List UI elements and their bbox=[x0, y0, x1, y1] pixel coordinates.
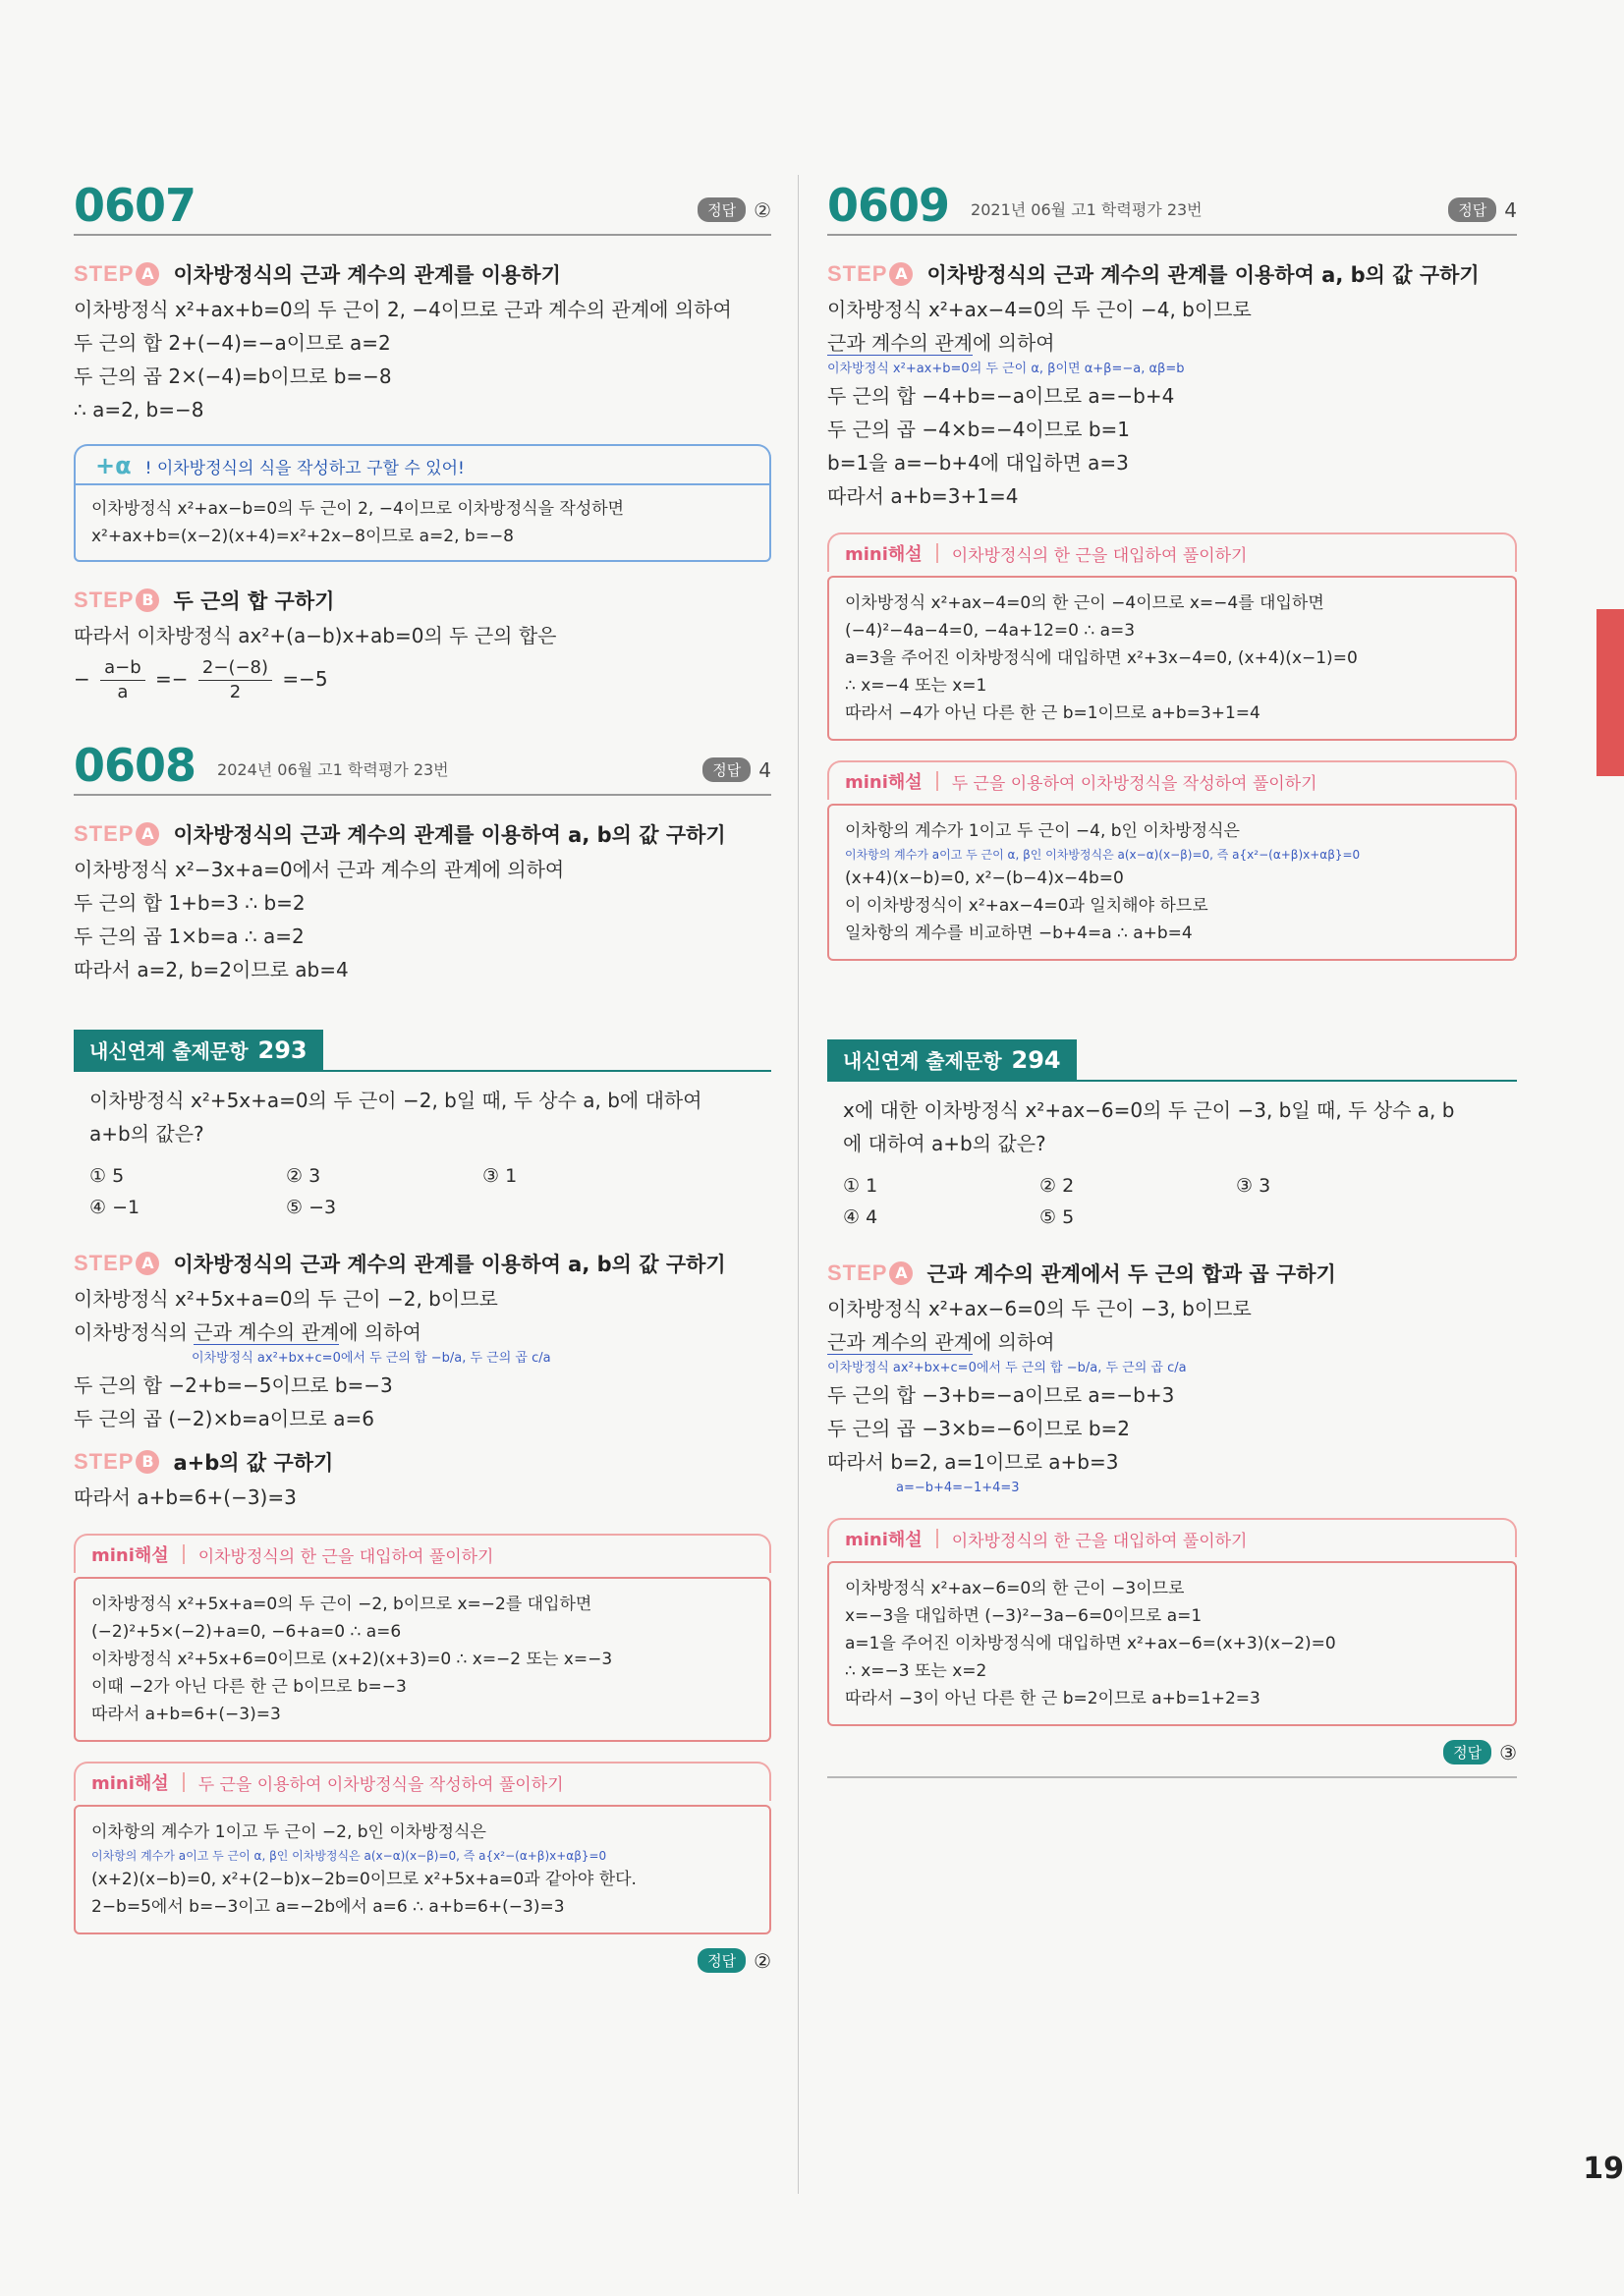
mini-solution-header bbox=[827, 760, 1517, 800]
answer-badge: 정답 bbox=[1448, 197, 1496, 222]
mini-line: a=3을 주어진 이차방정식에 대입하면 x²+3x−4=0, (x+4)(x−1)=0 bbox=[845, 648, 1358, 668]
mini-line: 따라서 −4가 아닌 다른 한 근 b=1이므로 a+b=3+1=4 bbox=[845, 703, 1260, 723]
question-line: a+b의 값은? bbox=[89, 1122, 204, 1146]
formula-note: 이차항의 계수가 a이고 두 근이 α, β인 이차방정식은 a(x−α)(x−β)=0, 즉 a{x²−(α+β)x+αβ}=0 bbox=[91, 1849, 607, 1863]
solution-line: b=1을 a=−b+4에 대입하면 a=3 bbox=[827, 451, 1129, 475]
mini-line: x=−3을 대입하면 (−3)²−3a−6=0이므로 a=1 bbox=[845, 1606, 1203, 1626]
step-mark: B bbox=[136, 588, 159, 612]
solution-line: 이차방정식 x²−3x+a=0에서 근과 계수의 관계에 의하여 bbox=[74, 858, 565, 881]
mini-solution-header bbox=[827, 1518, 1517, 1557]
answer-value: ③ bbox=[1499, 1740, 1517, 1764]
choice: ③ 3 bbox=[1236, 1175, 1271, 1197]
solution-line: 따라서 b=2, a=1이므로 a+b=3 bbox=[827, 1450, 1119, 1474]
formula-note: a=−b+4=−1+4=3 bbox=[896, 1481, 1020, 1495]
step-label: STEP bbox=[74, 1449, 135, 1474]
problem-number: 0607 bbox=[74, 179, 196, 232]
mini-title: 두 근을 이용하여 이차방정식을 작성하여 풀이하기 bbox=[951, 773, 1317, 794]
mini-solution-box bbox=[74, 1805, 771, 1934]
mini-title: 이차방정식의 한 근을 대입하여 풀이하기 bbox=[951, 1531, 1248, 1551]
plus-alpha-box bbox=[74, 483, 771, 562]
mini-solution-box bbox=[74, 1577, 771, 1742]
mini-label: mini해설 bbox=[845, 772, 923, 793]
mini-solution-header bbox=[827, 532, 1517, 572]
step-label: STEP bbox=[74, 588, 135, 612]
step-title: a+b의 값 구하기 bbox=[173, 1451, 334, 1475]
solution-line: 두 근의 합 −3+b=−a이므로 a=−b+3 bbox=[827, 1383, 1175, 1407]
solution-line: 따라서 a=2, b=2이므로 ab=4 bbox=[74, 958, 349, 981]
problem-header-0609 bbox=[827, 167, 1517, 236]
denominator: a bbox=[117, 682, 129, 702]
question-line: 이차방정식 x²+5x+a=0의 두 근이 −2, b일 때, 두 상수 a, b에 대하여 bbox=[89, 1089, 702, 1112]
section-end-rule bbox=[827, 1776, 1517, 1778]
step-title: 이차방정식의 근과 계수의 관계를 이용하기 bbox=[173, 263, 561, 287]
related-number: 293 bbox=[257, 1036, 308, 1064]
mini-title: 이차방정식의 한 근을 대입하여 풀이하기 bbox=[951, 545, 1248, 566]
divider bbox=[183, 1772, 185, 1792]
mini-line: 따라서 −3이 아닌 다른 한 근 b=2이므로 a+b=1+2=3 bbox=[845, 1689, 1260, 1708]
formula-note: 이차방정식 ax²+bx+c=0에서 두 근의 합 −b/a, 두 근의 곱 c/a bbox=[192, 1351, 551, 1366]
mini-line: 이차방정식 x²+ax−6=0의 한 근이 −3이므로 bbox=[845, 1579, 1185, 1598]
solution-line: 따라서 a+b=6+(−3)=3 bbox=[74, 1485, 297, 1509]
mini-title: 두 근을 이용하여 이차방정식을 작성하여 풀이하기 bbox=[197, 1774, 564, 1795]
answer-value: ② bbox=[754, 197, 771, 222]
step-mark: A bbox=[136, 1252, 159, 1275]
divider bbox=[936, 1529, 938, 1548]
problem-source: 2021년 06월 고1 학력평가 23번 bbox=[971, 200, 1203, 219]
solution-line: 두 근의 곱 1×b=a ∴ a=2 bbox=[74, 924, 305, 948]
mini-line: 2−b=5에서 b=−3이고 a=−2b에서 a=6 ∴ a+b=6+(−3)=3 bbox=[91, 1897, 565, 1917]
step-label: STEP bbox=[74, 821, 135, 846]
solution-line: 따라서 이차방정식 ax²+(a−b)x+ab=0의 두 근의 합은 bbox=[74, 624, 557, 647]
tip-line: 이차방정식 x²+ax−b=0의 두 근이 2, −4이므로 이차방정식을 작성하면 bbox=[91, 499, 625, 519]
step-label: STEP bbox=[74, 1251, 135, 1275]
plus-alpha-title: ! 이차방정식의 식을 작성하고 구할 수 있어! bbox=[144, 458, 465, 478]
fraction-result bbox=[74, 652, 771, 705]
step-a-heading bbox=[74, 1249, 771, 1278]
solution-text bbox=[74, 853, 771, 986]
solution-line: 두 근의 합 2+(−4)=−a이므로 a=2 bbox=[74, 331, 391, 355]
choice: ③ 1 bbox=[482, 1165, 518, 1187]
mini-solution-box bbox=[827, 1561, 1517, 1726]
step-title: 이차방정식의 근과 계수의 관계를 이용하여 a, b의 값 구하기 bbox=[926, 263, 1480, 287]
mini-line: 이차항의 계수가 1이고 두 근이 −2, b인 이차방정식은 bbox=[91, 1822, 486, 1842]
text: 에 의하여 bbox=[339, 1320, 421, 1344]
solution-line: 두 근의 곱 −4×b=−4이므로 b=1 bbox=[827, 418, 1131, 441]
mini-line: (x+2)(x−b)=0, x²+(2−b)x−2b=0이므로 x²+5x+a=0과 같아야 한다. bbox=[91, 1870, 637, 1889]
solution-line: 두 근의 곱 −3×b=−6이므로 b=2 bbox=[827, 1417, 1131, 1440]
solution-line: 이차방정식 x²+ax−6=0의 두 근이 −3, b이므로 bbox=[827, 1297, 1252, 1320]
mini-title: 이차방정식의 한 근을 대입하여 풀이하기 bbox=[197, 1546, 494, 1567]
underlined-term: 근과 계수의 관계 bbox=[827, 1330, 973, 1354]
solution-line: 두 근의 합 1+b=3 ∴ b=2 bbox=[74, 891, 306, 915]
chapter-tab bbox=[1596, 609, 1624, 776]
step-a-heading bbox=[74, 259, 771, 289]
choice: ④ 4 bbox=[843, 1206, 878, 1228]
choice: ① 1 bbox=[843, 1175, 878, 1197]
solution-line: 두 근의 곱 2×(−4)=b이므로 b=−8 bbox=[74, 364, 392, 388]
related-problem-header bbox=[74, 1030, 771, 1072]
left-column bbox=[74, 167, 771, 1973]
step-b-heading bbox=[74, 586, 771, 615]
formula-note: 이차항의 계수가 a이고 두 근이 α, β인 이차방정식은 a(x−α)(x−β)=0, 즉 a{x²−(α+β)x+αβ}=0 bbox=[845, 848, 1361, 862]
step-label: STEP bbox=[827, 1260, 888, 1285]
divider bbox=[183, 1544, 185, 1564]
solution-line: 이차방정식 x²+ax+b=0의 두 근이 2, −4이므로 근과 계수의 관계에 의하여 bbox=[74, 298, 732, 321]
answer-tag bbox=[698, 197, 771, 222]
formula-note: 이차방정식 x²+ax+b=0의 두 근이 α, β이면 α+β=−a, αβ=b bbox=[827, 362, 1185, 376]
answer-tag bbox=[702, 757, 771, 782]
answer-choices bbox=[89, 1160, 756, 1223]
related-tag-label: 내신연계 출제문항 bbox=[89, 1039, 249, 1063]
divider bbox=[936, 771, 938, 791]
mini-line: a=1을 주어진 이차방정식에 대입하면 x²+ax−6=(x+3)(x−2)=0 bbox=[845, 1634, 1336, 1653]
result: =−5 bbox=[282, 667, 328, 691]
solution-line bbox=[827, 326, 1517, 360]
equals: =− bbox=[155, 667, 189, 691]
formula-note: 이차방정식 ax²+bx+c=0에서 두 근의 합 −b/a, 두 근의 곱 c/a bbox=[827, 1361, 1187, 1375]
numerator: 2−(−8) bbox=[198, 656, 272, 681]
answer-badge: 정답 bbox=[698, 197, 746, 222]
related-tag-label: 내신연계 출제문항 bbox=[843, 1049, 1002, 1073]
mini-line: 이때 −2가 아닌 다른 한 근 b이므로 b=−3 bbox=[91, 1677, 407, 1697]
solution-text bbox=[74, 293, 771, 426]
answer-value: 4 bbox=[1504, 197, 1517, 222]
mini-solution-box bbox=[827, 576, 1517, 741]
step-mark: A bbox=[136, 822, 159, 846]
solution-line: 이차방정식 x²+ax−4=0의 두 근이 −4, b이므로 bbox=[827, 298, 1252, 321]
mini-line: 이차방정식 x²+ax−4=0의 한 근이 −4이므로 x=−4를 대입하면 bbox=[845, 593, 1324, 613]
choice: ① 5 bbox=[89, 1165, 125, 1187]
answer-tag bbox=[1448, 197, 1517, 222]
underlined-term: 근과 계수의 관계 bbox=[194, 1320, 340, 1344]
solution-text bbox=[827, 1292, 1517, 1498]
mini-line: (−4)²−4a−4=0, −4a+12=0 ∴ a=3 bbox=[845, 621, 1136, 641]
mini-solution-box bbox=[827, 804, 1517, 961]
question-line: x에 대한 이차방정식 x²+ax−6=0의 두 근이 −3, b일 때, 두 상수 a, b bbox=[843, 1098, 1455, 1122]
column-divider bbox=[798, 175, 799, 2194]
step-label: STEP bbox=[74, 261, 135, 286]
answer-choices bbox=[843, 1170, 1501, 1233]
step-a-heading bbox=[827, 1259, 1517, 1288]
mini-line: 따라서 a+b=6+(−3)=3 bbox=[91, 1705, 281, 1724]
related-problem-body bbox=[74, 1072, 771, 1235]
solution-text bbox=[827, 293, 1517, 513]
text: 에 의하여 bbox=[972, 1330, 1055, 1354]
problem-source: 2024년 06월 고1 학력평가 23번 bbox=[217, 760, 449, 779]
step-b-heading bbox=[74, 1447, 771, 1477]
mini-line: 이차방정식 x²+5x+a=0의 두 근이 −2, b이므로 x=−2를 대입하면 bbox=[91, 1595, 592, 1614]
step-mark: A bbox=[889, 1261, 913, 1285]
problem-header-0607 bbox=[74, 167, 771, 236]
solution-line: 두 근의 합 −2+b=−5이므로 b=−3 bbox=[74, 1373, 393, 1397]
solution-line bbox=[74, 1316, 771, 1349]
solution-line: ∴ a=2, b=−8 bbox=[74, 398, 204, 421]
tip-line: x²+ax+b=(x−2)(x+4)=x²+2x−8이므로 a=2, b=−8 bbox=[91, 527, 514, 546]
step-title: 근과 계수의 관계에서 두 근의 합과 곱 구하기 bbox=[926, 1262, 1336, 1286]
solution-line bbox=[827, 1325, 1517, 1359]
right-column bbox=[827, 167, 1517, 1778]
solution-line: 이차방정식 x²+5x+a=0의 두 근이 −2, b이므로 bbox=[74, 1287, 498, 1311]
problem-header-0608 bbox=[74, 727, 771, 796]
mini-line: (x+4)(x−b)=0, x²−(b−4)x−4b=0 bbox=[845, 868, 1124, 888]
step-title: 두 근의 합 구하기 bbox=[173, 589, 335, 613]
answer-badge: 정답 bbox=[702, 757, 751, 782]
question-line: 에 대하여 a+b의 값은? bbox=[843, 1132, 1046, 1155]
problem-number: 0608 bbox=[74, 739, 196, 792]
related-tag bbox=[74, 1030, 323, 1070]
mini-line: ∴ x=−4 또는 x=1 bbox=[845, 676, 987, 696]
answer-value: ② bbox=[754, 1948, 771, 1973]
text: 이차방정식의 bbox=[74, 1320, 195, 1344]
mini-line: 이 이차방정식이 x²+ax−4=0과 일치해야 하므로 bbox=[845, 896, 1208, 916]
step-title: 이차방정식의 근과 계수의 관계를 이용하여 a, b의 값 구하기 bbox=[173, 823, 726, 847]
mini-label: mini해설 bbox=[845, 544, 923, 565]
underlined-term: 근과 계수의 관계 bbox=[827, 331, 973, 355]
denominator: 2 bbox=[229, 682, 242, 702]
page-number: 19 bbox=[1583, 2152, 1624, 2186]
choice: ⑤ 5 bbox=[1039, 1206, 1075, 1228]
plus-alpha-header bbox=[74, 444, 771, 485]
related-problem-header bbox=[827, 1039, 1517, 1082]
text: 에 의하여 bbox=[972, 331, 1055, 355]
answer-badge: 정답 bbox=[698, 1948, 746, 1973]
mini-line: (−2)²+5×(−2)+a=0, −6+a=0 ∴ a=6 bbox=[91, 1622, 402, 1642]
related-tag bbox=[827, 1039, 1077, 1080]
choice: ⑤ −3 bbox=[286, 1197, 337, 1218]
step-a-heading bbox=[74, 819, 771, 849]
mini-line: 이차방정식 x²+5x+6=0이므로 (x+2)(x+3)=0 ∴ x=−2 또는 x=−3 bbox=[91, 1650, 613, 1669]
mini-line: 이차항의 계수가 1이고 두 근이 −4, b인 이차방정식은 bbox=[845, 821, 1240, 841]
answer-value: 4 bbox=[758, 757, 771, 782]
mini-label: mini해설 bbox=[91, 1773, 169, 1794]
answer-badge: 정답 bbox=[1443, 1740, 1491, 1764]
step-mark: A bbox=[889, 262, 913, 286]
problem-number: 0609 bbox=[827, 179, 950, 232]
mini-solution-header bbox=[74, 1762, 771, 1801]
divider bbox=[936, 543, 938, 563]
step-mark: B bbox=[136, 1450, 159, 1474]
fraction bbox=[100, 656, 145, 704]
mini-label: mini해설 bbox=[845, 1530, 923, 1550]
step-mark: A bbox=[136, 262, 159, 286]
step-title: 이차방정식의 근과 계수의 관계를 이용하여 a, b의 값 구하기 bbox=[173, 1253, 726, 1276]
mini-line: 일차항의 계수를 비교하면 −b+4=a ∴ a+b=4 bbox=[845, 924, 1193, 943]
minus-sign: − bbox=[74, 667, 90, 691]
solution-line: 두 근의 합 −4+b=−a이므로 a=−b+4 bbox=[827, 384, 1175, 408]
solution-line: 두 근의 곱 (−2)×b=a이므로 a=6 bbox=[74, 1407, 374, 1430]
step-a-heading bbox=[827, 259, 1517, 289]
solution-line: 따라서 a+b=3+1=4 bbox=[827, 484, 1019, 508]
choice: ② 3 bbox=[286, 1165, 321, 1187]
related-problem-body bbox=[827, 1082, 1517, 1245]
final-answer bbox=[827, 1740, 1517, 1764]
mini-label: mini해설 bbox=[91, 1545, 169, 1566]
choice: ② 2 bbox=[1039, 1175, 1075, 1197]
solution-text bbox=[74, 1282, 771, 1435]
plus-alpha-icon: +α bbox=[95, 452, 132, 479]
choice: ④ −1 bbox=[89, 1197, 140, 1218]
step-label: STEP bbox=[827, 261, 888, 286]
mini-solution-header bbox=[74, 1534, 771, 1573]
fraction bbox=[198, 656, 272, 704]
mini-line: ∴ x=−3 또는 x=2 bbox=[845, 1661, 987, 1681]
related-number: 294 bbox=[1011, 1045, 1061, 1074]
numerator: a−b bbox=[100, 656, 145, 681]
final-answer bbox=[74, 1948, 771, 1973]
